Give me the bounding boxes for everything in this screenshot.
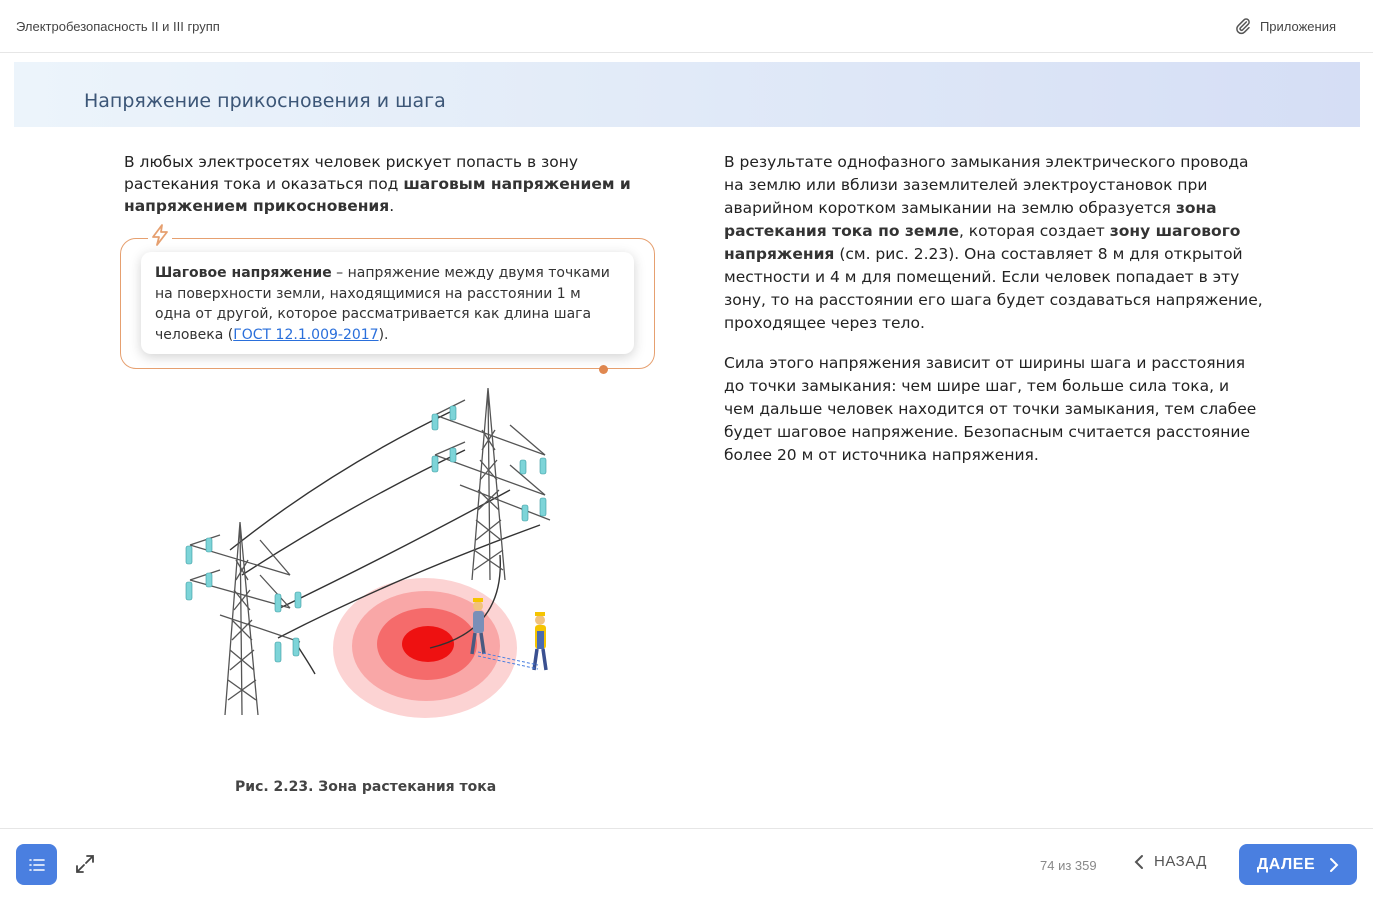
table-of-contents-button[interactable] — [16, 844, 57, 885]
intro-bold-text: шаговым напряжением и напряжением прикосновения — [124, 175, 631, 215]
p1-text-a: В результате однофазного замыкания электрического провода на землю или вблизи заземлителей электроустановок при аварийном коротком замыкании на землю образуется — [724, 153, 1249, 217]
fullscreen-button[interactable] — [74, 853, 96, 875]
callout-dot — [599, 365, 608, 374]
chevron-right-icon — [1329, 857, 1339, 873]
back-label: НАЗАД — [1154, 853, 1207, 870]
p1-text-e: (см. рис. 2.23). Она составляет 8 м для открытой местности и 4 м для помещений. Если человек попадает в эту зону, то на расстоянии его шага будет создаваться напряжение, проходящее через тело. — [724, 245, 1263, 332]
current-spread-zone-illustration — [160, 380, 580, 730]
intro-text: В любых электросетях человек рискует попасть в зону растекания тока и оказаться под — [124, 153, 579, 193]
bottom-bar — [0, 828, 1373, 899]
definition-card — [141, 252, 634, 354]
intro-end: . — [389, 197, 395, 215]
right-column-text — [724, 151, 1264, 484]
page-counter: 74 из 359 — [1040, 858, 1097, 873]
definition-text: – напряжение между двумя точками на поверхности земли, находящимися на расстоянии 1 м одна от другой, которое рассматривается как длина шага человека ( — [155, 265, 610, 343]
chevron-left-icon — [1134, 854, 1144, 870]
attachments-label: Приложения — [1259, 18, 1336, 34]
paperclip-icon — [1234, 17, 1252, 35]
figure-caption: Рис. 2.23. Зона растекания тока — [235, 779, 497, 795]
expand-icon — [74, 853, 96, 875]
worker-outside-zone — [534, 612, 546, 670]
list-icon — [28, 857, 46, 873]
definition-term: Шаговое напряжение — [155, 265, 332, 281]
p1-text-c: , которая создает — [958, 222, 1110, 240]
intro-paragraph — [124, 151, 654, 217]
section-banner — [14, 62, 1360, 127]
next-button[interactable] — [1239, 844, 1357, 885]
back-button[interactable] — [1134, 853, 1207, 870]
next-label: ДАЛЕЕ — [1256, 855, 1316, 873]
page-title: Напряжение прикосновения и шага — [84, 90, 446, 112]
paragraph-2: Сила этого напряжения зависит от ширины шага и расстояния до точки замыкания: чем шире шаг, тем больше сила тока, и чем дальше человек находится от точки замыкания, тем слабее будет шаговое напряжение. Безопасным считается расстояние более 20 м от источника напряжения. — [724, 354, 1257, 464]
lightning-icon — [148, 223, 172, 247]
definition-tail: ). — [378, 326, 389, 343]
gost-link[interactable]: ГОСТ 12.1.009-2017 — [233, 326, 379, 343]
zone-ring-center — [402, 626, 454, 662]
p1-bold-step-zone: зону шагового напряжения — [724, 222, 1241, 263]
paragraph-1 — [724, 151, 1264, 335]
p1-bold-zone: зона растекания тока по земле — [724, 199, 1217, 240]
top-bar — [0, 0, 1373, 53]
course-title: Электробезопасность II и III групп — [16, 19, 220, 34]
attachments-button[interactable] — [1234, 17, 1336, 35]
